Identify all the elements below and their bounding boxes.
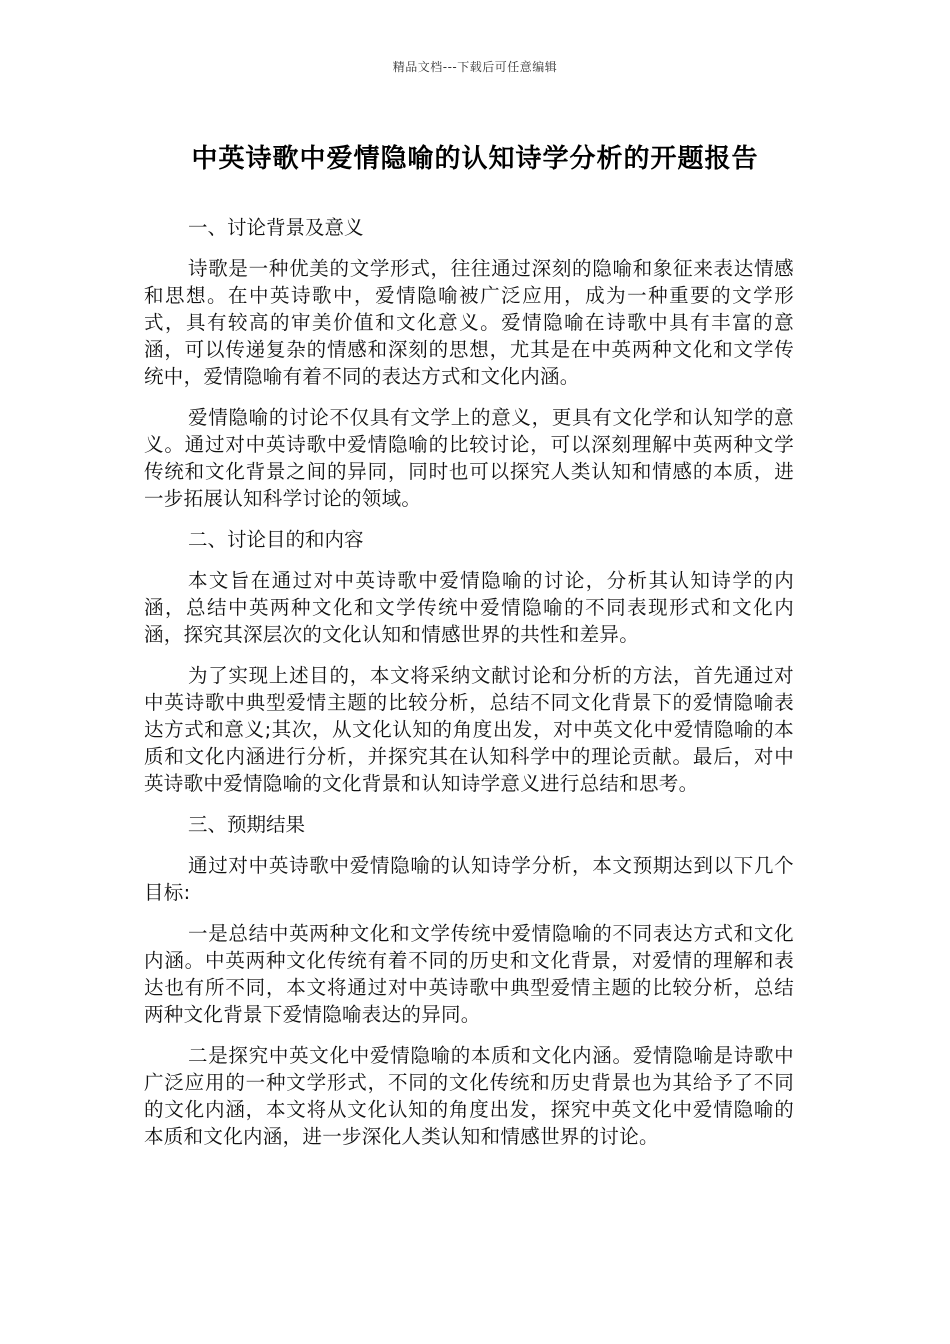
paragraph: 二是探究中英文化中爱情隐喻的本质和文化内涵。爱情隐喻是诗歌中广泛应用的一种文学形式，不同的文化传统和历史背景也为其给予了不同的文化内涵，本文将从文化认知的角度出发，探究中英文化中爱情隐喻的本质和文化内涵，进一步深化人类认知和情感世界的讨论。 [144, 1044, 794, 1148]
header-note: 精品文档---下载后可任意编辑 [392, 60, 558, 74]
section-heading-background: 一、讨论背景及意义 [188, 216, 364, 239]
paragraph: 爱情隐喻的讨论不仅具有文学上的意义，更具有文化学和认知学的意义。通过对中英诗歌中爱情隐喻的比较讨论，可以深刻理解中英两种文学传统和文化背景之间的异同，同时也可以探究人类认知和情感的本质，进一步拓展认知科学讨论的领域。 [144, 406, 794, 510]
paragraph: 诗歌是一种优美的文学形式，往往通过深刻的隐喻和象征来表达情感和思想。在中英诗歌中，爱情隐喻被广泛应用，成为一种重要的文学形式，具有较高的审美价值和文化意义。爱情隐喻在诗歌中具有丰富的意涵，可以传递复杂的情感和深刻的思想，尤其是在中英两种文化和文学传统中，爱情隐喻有着不同的表达方式和文化内涵。 [144, 257, 794, 388]
section-heading-purpose: 二、讨论目的和内容 [188, 528, 364, 551]
paragraph: 本文旨在通过对中英诗歌中爱情隐喻的讨论，分析其认知诗学的内涵，总结中英两种文化和文学传统中爱情隐喻的不同表现形式和文化内涵，探究其深层次的文化认知和情感世界的共性和差异。 [144, 569, 794, 646]
paragraph: 通过对中英诗歌中爱情隐喻的认知诗学分析，本文预期达到以下几个目标: [144, 854, 794, 904]
paragraph: 一是总结中英两种文化和文学传统中爱情隐喻的不同表达方式和文化内涵。中英两种文化传统有着不同的历史和文化背景，对爱情的理解和表达也有所不同，本文将通过对中英诗歌中典型爱情主题的比较分析，总结两种文化背景下爱情隐喻表达的异同。 [144, 922, 794, 1026]
paragraph: 为了实现上述目的，本文将采纳文献讨论和分析的方法，首先通过对中英诗歌中典型爱情主题的比较分析，总结不同文化背景下的爱情隐喻表达方式和意义;其次，从文化认知的角度出发，对中英文化中爱情隐喻的本质和文化内涵进行分析，并探究其在认知科学中的理论贡献。最后，对中英诗歌中爱情隐喻的文化背景和认知诗学意义进行总结和思考。 [144, 664, 794, 795]
document-title: 中英诗歌中爱情隐喻的认知诗学分析的开题报告 [191, 144, 759, 174]
document-body [144, 214, 794, 1164]
section-heading-expected-results: 三、预期结果 [188, 813, 306, 836]
